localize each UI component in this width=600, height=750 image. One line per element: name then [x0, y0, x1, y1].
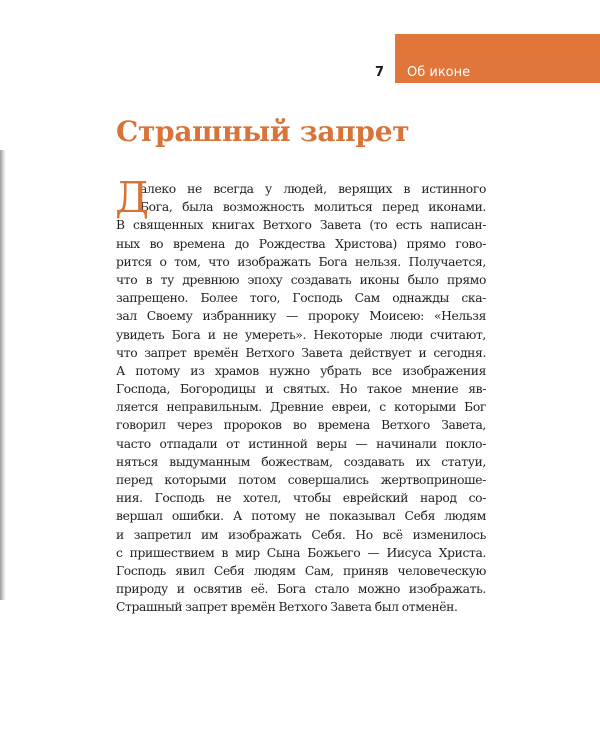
page-edge-shadow	[0, 150, 6, 600]
body-line: говорил через пророков во времена Ветхого Завета,	[116, 418, 486, 433]
body-line: зал Своему избраннику — пророку Моисею: «Нельзя	[116, 309, 486, 324]
body-line: В священных книгах Ветхого Завета (то есть написан-	[116, 218, 486, 233]
body-line: увидеть Бога и не умереть». Некоторые люди считают,	[116, 327, 486, 342]
article-body	[115, 173, 486, 617]
body-line: няться выдуманным божествам, создавать их статуи,	[116, 454, 486, 469]
body-line: перед которыми потом совершались жертвоприноше-	[116, 473, 486, 487]
body-line: часто отпадали от истинной веры — начинали покло-	[116, 436, 486, 451]
body-line: вершал ошибки. А потому не показывал Себя людям	[116, 509, 486, 524]
body-line: Господа, Богородицы и святых. Но такое мнение яв-	[116, 382, 486, 397]
body-line: ных во времена до Рождества Христова) прямо гово-	[116, 236, 486, 251]
body-line: что в ту древнюю эпоху создавать иконы было прямо	[116, 272, 486, 287]
body-line: с пришествием в мир Сына Божьего — Иисуса Христа.	[116, 545, 486, 560]
body-line: ляется неправильным. Древние евреи, с которыми Бог	[116, 400, 486, 415]
section-name: Об иконе	[407, 65, 471, 80]
body-line: ния. Господь не хотел, чтобы еврейский народ со-	[116, 491, 486, 506]
body-line: А потому из храмов нужно убрать все изображения	[116, 363, 486, 378]
body-line: запрещено. Более того, Господь Сам однажды ска-	[116, 291, 486, 306]
body-line: рится о том, что изображать Бога нельзя. Получается,	[116, 254, 486, 269]
body-line: Бога, была возможность молиться перед иконами.	[140, 200, 486, 215]
body-line: алеко не всегда у людей, верящих в истинного	[140, 182, 486, 196]
body-line: и запретил им изображать Себя. Но всё изменилось	[116, 527, 486, 542]
body-line: природу и освятив её. Бога стало можно изображать.	[116, 582, 486, 597]
body-line: что запрет времён Ветхого Завета действует и сегодня.	[116, 345, 486, 360]
drop-cap: Д	[115, 173, 149, 222]
body-line: Страшный запрет времён Ветхого Завета был отменён.	[116, 600, 458, 615]
article-title: Страшный запрет	[116, 115, 410, 148]
body-line: Господь явил Себя людям Сам, приняв человеческую	[116, 563, 486, 578]
page-number: 7	[375, 65, 385, 80]
